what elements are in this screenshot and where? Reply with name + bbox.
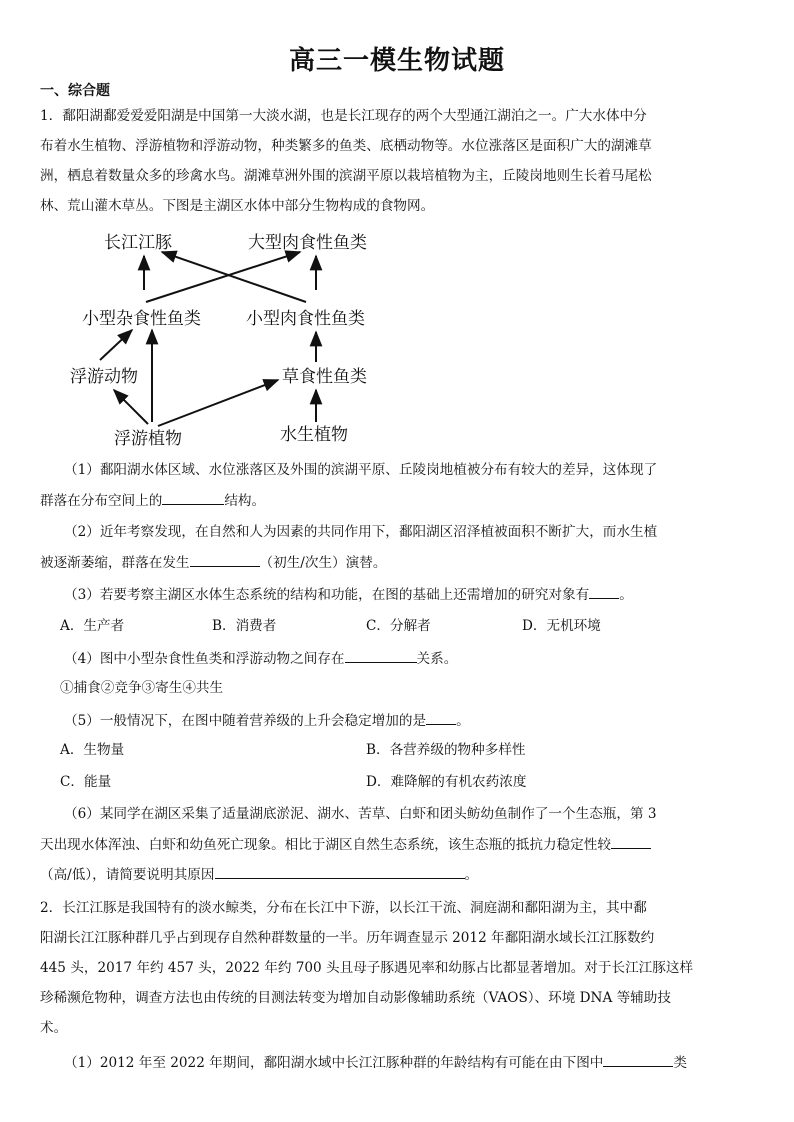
q1-stem-line-2: 布着水生植物、浮游植物和浮游动物，种类繁多的鱼类、底栖动物等。水位涨落区是面积广大的湖滩草 — [40, 138, 652, 154]
q1-p2-line-2 — [40, 552, 760, 573]
q1-p1-text-post: 结构。 — [224, 493, 266, 509]
q1-p4-text-pre: （4）图中小型杂食性鱼类和浮游动物之间存在 — [64, 651, 345, 667]
node-phytoplankton: 浮游植物 — [114, 429, 182, 449]
q2-stem-line-3: 445 头，2017 年约 457 头，2022 年约 700 头且母子豚遇见率和幼豚占比都显著增加。对于长江江豚这样 — [40, 960, 694, 976]
arrow-zooplankton-to-small-omnivorous — [100, 330, 132, 360]
arrow-phytoplankton-to-herbivorous-fish — [158, 380, 278, 426]
q1-p3-option-b[interactable]: B．消费者 — [212, 618, 277, 634]
q1-p6-reason-pre: （高/低），请简要说明其原因 — [40, 867, 215, 883]
q1-p5-option-d[interactable]: D．难降解的有机农药浓度 — [366, 774, 527, 790]
q1-p4-answer-blank[interactable] — [345, 648, 417, 663]
node-zooplankton: 浮游动物 — [70, 367, 138, 387]
q1-p6-stability-blank[interactable] — [611, 834, 651, 849]
q1-p6-line-3 — [40, 864, 760, 885]
q2-stem-line-4: 珍稀濒危物种，调查方法也由传统的目测法转变为增加自动影像辅助系统（VAOS）、环境 DNA 等辅助技 — [40, 990, 671, 1006]
q1-stem-line-4: 林、荒山灌木草丛。下图是主湖区水体中部分生物构成的食物网。 — [40, 198, 435, 214]
q1-p6-reason-post: 。 — [464, 867, 479, 883]
q1-p5-option-c[interactable]: C．能量 — [60, 774, 112, 790]
q1-p6-reason-blank[interactable] — [215, 864, 465, 879]
q1-p6-line-1: （6）某同学在湖区采集了适量湖底淤泥、湖水、苦草、白虾和团头鲂幼鱼制作了一个生态瓶，第 3 — [64, 806, 657, 822]
q1-p4-text-post: 关系。 — [416, 651, 458, 667]
q1-p2-answer-blank[interactable] — [190, 552, 260, 567]
section-heading: 一、综合题 — [40, 83, 110, 99]
q1-p6-line-2 — [40, 834, 760, 855]
q1-p2-text-pre: 被逐渐萎缩，群落在发生 — [40, 555, 190, 571]
node-yangtze-finless-porpoise: 长江江豚 — [104, 233, 172, 253]
q1-p3-text-pre: （3）若要考察主湖区水体生态系统的结构和功能，在图的基础上还需增加的研究对象有 — [64, 587, 590, 603]
q1-p1-line-1: （1）鄱阳湖水体区域、水位涨落区及外围的滨湖平原、丘陵岗地植被分布有较大的差异，这体现了 — [64, 462, 658, 478]
arrow-small-carnivorous-to-porpoise — [162, 252, 306, 302]
q2-stem-line-1: 2．长江江豚是我国特有的淡水鲸类，分布在长江中下游，以长江干流、洞庭湖和鄱阳湖为主，其中鄱 — [40, 900, 647, 916]
q1-p5-text-pre: （5）一般情况下，在图中随着营养级的上升会稳定增加的是 — [64, 713, 427, 729]
q2-p1-line — [64, 1052, 784, 1073]
q2-stem-line-5: 术。 — [40, 1020, 68, 1036]
node-small-omnivorous-fish: 小型杂食性鱼类 — [82, 309, 201, 329]
q1-p5-line — [64, 710, 784, 731]
q1-p5-option-a[interactable]: A．生物量 — [60, 742, 125, 758]
q1-p4-line — [64, 648, 784, 669]
q1-stem-line-1: 1．鄱阳湖鄱爱爱爱阳湖是中国第一大淡水湖，也是长江现存的两个大型通江湖泊之一。广大水体中分 — [40, 108, 647, 124]
q1-p2-text-post: （初生/次生）演替。 — [259, 555, 387, 571]
page-title: 高三一模生物试题 — [288, 46, 505, 76]
node-large-carnivorous-fish: 大型肉食性鱼类 — [248, 233, 367, 253]
arrow-phytoplankton-to-zooplankton — [114, 390, 148, 424]
q2-stem-line-2: 阳湖长江江豚种群几乎占到现存自然种群数量的一半。历年调查显示 2012 年鄱阳湖水域长江江豚数约 — [40, 930, 655, 946]
q1-p3-option-c[interactable]: C．分解者 — [366, 618, 431, 634]
q1-p6-text-pre: 天出现水体浑浊、白虾和幼鱼死亡现象。相比于湖区自然生态系统，该生态瓶的抵抗力稳定性较 — [40, 837, 611, 853]
q1-p5-text-post: 。 — [456, 713, 470, 729]
food-web-diagram — [60, 222, 390, 452]
node-herbivorous-fish: 草食性鱼类 — [282, 367, 367, 387]
q1-p1-text-pre: 群落在分布空间上的 — [40, 493, 163, 509]
q2-p1-text-pre: （1）2012 年至 2022 年期间，鄱阳湖水域中长江江豚种群的年龄结构有可能在由下图中 — [64, 1055, 604, 1071]
q2-p1-answer-blank[interactable] — [603, 1052, 673, 1067]
q1-p1-answer-blank[interactable] — [162, 490, 224, 505]
q1-p4-choices: ①捕食②竞争③寄生④共生 — [60, 680, 224, 696]
node-aquatic-plants: 水生植物 — [280, 425, 348, 445]
q1-p3-line — [64, 584, 784, 605]
q1-p5-answer-blank[interactable] — [426, 710, 456, 725]
q1-p3-text-post: 。 — [619, 587, 633, 603]
q1-p3-answer-blank[interactable] — [589, 584, 619, 599]
q1-p1-line-2 — [40, 490, 760, 511]
q2-p1-text-post: 类 — [673, 1055, 687, 1071]
q1-p2-line-1: （2）近年考察发现，在自然和人为因素的共同作用下，鄱阳湖区沼泽植被面积不断扩大，而水生植 — [64, 524, 658, 540]
node-small-carnivorous-fish: 小型肉食性鱼类 — [246, 309, 365, 329]
q1-p3-option-d[interactable]: D．无机环境 — [522, 618, 601, 634]
q1-stem-line-3: 洲，栖息着数量众多的珍禽水鸟。湖滩草洲外围的滨湖平原以栽培植物为主，丘陵岗地则生长着马尾松 — [40, 168, 652, 184]
q1-p3-option-a[interactable]: A．生产者 — [60, 618, 125, 634]
arrow-small-omnivorous-to-large-carnivorous — [146, 252, 300, 302]
q1-p5-option-b[interactable]: B．各营养级的物种多样性 — [366, 742, 526, 758]
